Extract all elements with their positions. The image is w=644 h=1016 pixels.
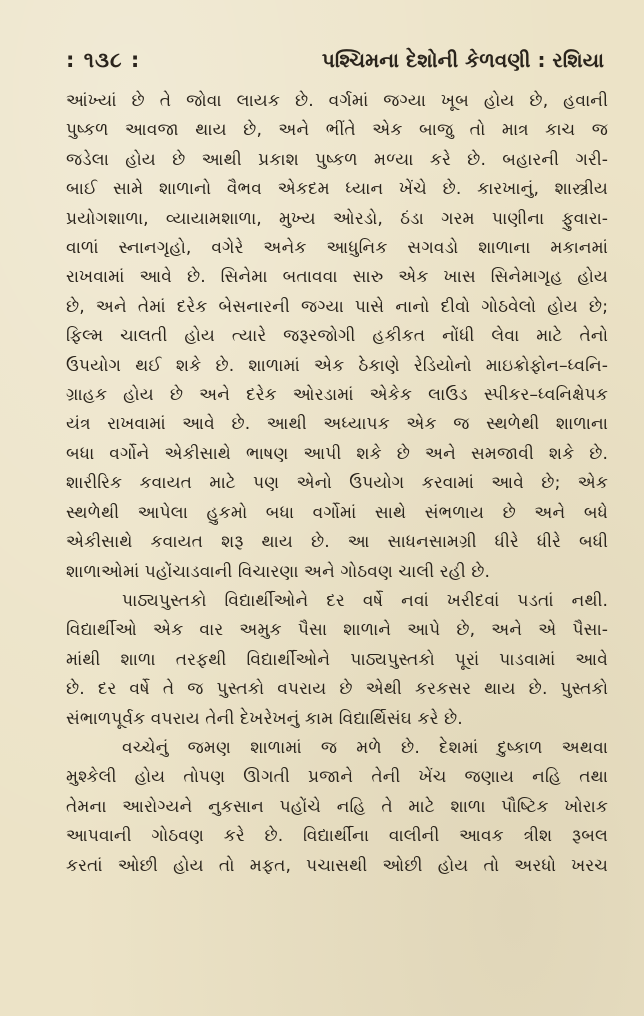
text-line: યંત્ર રાખવામાં આવે છે. આથી અધ્યાપક એક જ સ્થળેથી શાળાના xyxy=(66,414,608,435)
text-line: ગ્રાહક હોય છે અને દરેક ઓરડામાં એકેક લાઉડ સ્પીકર–ધ્વનિક્ષેપક xyxy=(66,385,608,406)
text-line: બધા વર્ગોને એકીસાથે ભાષણ આપી શકે છે અને સમજાવી શકે છે. xyxy=(66,443,608,464)
text-line: આપવાની ગોઠવણ કરે છે. વિદ્યાર્થીના વાલીની આવક ત્રીશ રૂબલ xyxy=(66,826,608,847)
text-line: વચ્ચેનું જમણ શાળામાં જ મળે છે. દેશમાં દુષ્કાળ અથવા xyxy=(122,737,608,758)
text-line: સ્થળેથી આપેલા હુકમો બધા વર્ગોમાં સાથે સંભળાય છે અને બધે xyxy=(66,502,608,523)
text-line: પ્રયોગશાળા, વ્યાયામશાળા, મુખ્ય ઓરડો, ઠંડા ગરમ પાણીના ફુવારા- xyxy=(66,208,608,229)
text-line: છે, અને તેમાં દરેક બેસનારની જગ્યા પાસે નાનો દીવો ગોઠવેલો હોય છે; xyxy=(66,296,608,317)
text-line: વિદ્યાર્થીઓ એક વાર અમુક પૈસા શાળાને આપે છે, અને એ પૈસા- xyxy=(66,620,608,641)
running-title: પશ્ચિમના દેશોની કેળવણી : રશિયા xyxy=(321,48,604,72)
text-line: વાળાં સ્નાનગૃહો, વગેરે અનેક આધુનિક સગવડો શાળાના મકાનમાં xyxy=(66,238,608,259)
text-line: પાઠ્યપુસ્તકો વિદ્યાર્થીઓને દર વર્ષે નવાં ખરીદવાં પડતાં નથી. xyxy=(122,590,608,611)
text-line: કરતાં ઓછી હોય તો મફત, પચાસથી ઓછી હોય તો અરધો ખરચ xyxy=(66,855,608,876)
text-line: શાળાઓમાં પહોંચાડવાની વિચારણા અને ગોઠવણ ચાલી રહી છે. xyxy=(66,561,491,582)
page-number: : ૧૩૮ : xyxy=(66,48,141,72)
text-line: છે. દર વર્ષે તે જ પુસ્તકો વપરાય છે એથી કરકસર થાય છે. પુસ્તકો xyxy=(66,679,608,700)
text-line: ઉપયોગ થઈ શકે છે. શાળામાં એક ઠેકાણે રેડિયોનો માઇક્રોફોન–ધ્વનિ- xyxy=(66,355,608,376)
text-line: મુશ્કેલી હોય તોપણ ઊગતી પ્રજાને તેની ખેંચ જણાય નહિ તથા xyxy=(66,767,608,788)
text-line: સંભાળપૂર્વક વપરાય તેની દેખરેખનું કામ વિદ્યાર્થિસંઘ કરે છે. xyxy=(66,708,463,729)
text-line: માંથી શાળા તરફથી વિદ્યાર્થીઓને પાઠ્યપુસ્તકો પૂરાં પાડવામાં આવે xyxy=(66,649,608,670)
text-line: બાઈ સામે શાળાનો વૈભવ એકદમ ધ્યાન ખેંચે છે. કારખાનું, શાસ્ત્રીય xyxy=(66,179,608,200)
text-line: પુષ્કળ આવજા થાય છે, અને ભીંતે એક બાજુ તો માત્ર કાચ જ xyxy=(66,120,608,141)
text-line: શારીરિક કવાયત માટે પણ એનો ઉપયોગ કરવામાં આવે છે; એક xyxy=(66,473,608,494)
body-text xyxy=(66,87,608,881)
text-line: રાખવામાં આવે છે. સિનેમા બતાવવા સારુ એક ખાસ સિનેમાગૃહ હોય xyxy=(66,267,608,288)
text-line: એકીસાથે કવાયત શરૂ થાય છે. આ સાધનસામગ્રી ધીરે ધીરે બધી xyxy=(66,532,608,553)
text-line: આંખ્યાં છે તે જોવા લાયક છે. વર્ગમાં જગ્યા ખૂબ હોય છે, હવાની xyxy=(66,91,608,111)
text-line: તેમના આરોગ્યને નુકસાન પહોંચે નહિ તે માટે શાળા પૌષ્ટિક ખોરાક xyxy=(66,796,608,817)
page-header xyxy=(66,48,608,73)
text-line: જડેલા હોય છે આથી પ્રકાશ પુષ્કળ મળ્યા કરે છે. બહારની ગરી- xyxy=(66,149,608,170)
text-line: ફિલ્મ ચાલતી હોય ત્યારે જરૂરજોગી હકીકત નોંધી લેવા માટે તેનો xyxy=(66,326,608,347)
